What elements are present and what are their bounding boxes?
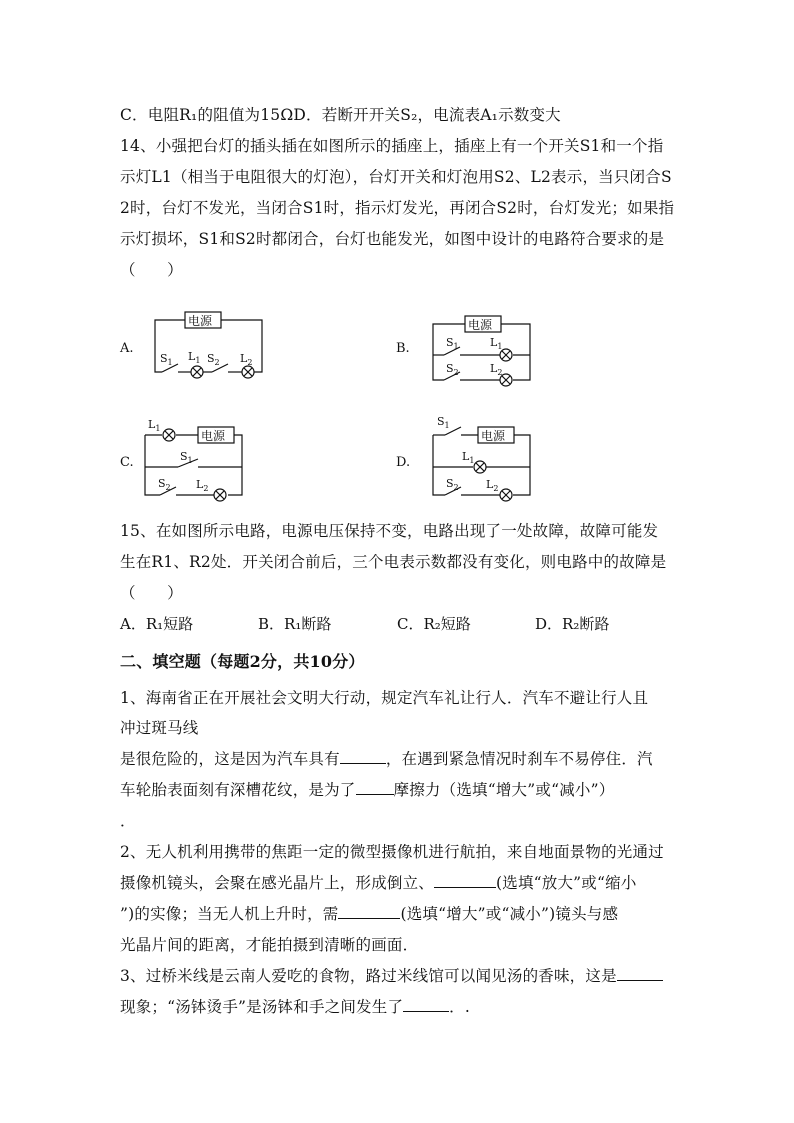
power-label-b: 电源 — [468, 318, 493, 332]
fill1-blank-2[interactable] — [356, 780, 394, 795]
q15-option-b: B．R₁断路 — [258, 615, 332, 633]
svg-text:L1: $L_1$ — [490, 336, 503, 351]
q15-line-3: （ ） — [120, 584, 183, 602]
q14-line-3: 2时，台灯不发光，当闭合S1时，指示灯发光，再闭合S2时，台灯发光；如果指 — [120, 199, 675, 217]
fill2-line-3: ”)的实像；当无人机上升时，需 (选填“增大”或“减小”)镜头与感 — [120, 905, 619, 923]
q15-line-2: 生在R1、R2处．开关闭合前后，三个电表示数都没有变化，则电路中的故障是 — [120, 553, 667, 571]
circuit-d-label: D. — [396, 455, 411, 470]
fill2-line-2: 摄像机镜头，会聚在感光晶片上，形成倒立、 (选填“放大”或“缩小 — [120, 874, 637, 892]
fill1-line-5: ． — [120, 812, 136, 830]
fill3-line-2: 现象；“汤钵烫手”是汤钵和手之间发生了 ．. — [120, 998, 470, 1016]
svg-text:S2: $S_2$ — [446, 362, 459, 377]
power-label-a: 电源 — [188, 314, 213, 328]
fill1-line-2: 冲过斑马线 — [120, 719, 199, 737]
svg-text:S1: $S_1$ — [437, 415, 450, 430]
q15-option-c: C．R₂短路 — [397, 615, 471, 633]
svg-text:L1: $L_1$ — [148, 418, 161, 433]
q15-option-a: A．R₁短路 — [120, 615, 194, 633]
power-label-d: 电源 — [481, 429, 506, 443]
fill2-line-1: 2、无人机利用携带的焦距一定的微型摄像机进行航拍，来自地面景物的光通过 — [120, 843, 664, 861]
q14-line-2: 示灯L1（相当于电阻很大的灯泡），台灯开关和灯泡用S2、L2表示，当只闭合S — [120, 168, 672, 186]
section-2-heading: 二、填空题（每题2分，共10分） — [120, 652, 365, 671]
svg-text:S2: $S_2$ — [207, 352, 220, 367]
svg-text:S1: $S_1$ — [180, 450, 193, 465]
fill3-blank-1[interactable] — [617, 966, 663, 981]
q15-line-1: 15、在如图所示电路，电源电压保持不变，电路出现了一处故障，故障可能发 — [120, 522, 659, 540]
svg-text:L1: $L_1$ — [462, 450, 475, 465]
q14-line-5: （ ） — [120, 261, 183, 279]
fill2-blank-1[interactable] — [434, 873, 496, 888]
fill1-blank-1[interactable] — [340, 749, 386, 764]
circuit-b-label: B. — [396, 341, 410, 356]
fill3-line-1: 3、过桥米线是云南人爱吃的食物，路过米线馆可以闻见汤的香味，这是 — [120, 964, 663, 986]
circuit-c-label: C. — [120, 455, 134, 470]
q15-option-d: D．R₂断路 — [535, 615, 610, 633]
svg-text:L2: $L_2$ — [490, 362, 503, 377]
q14-circuit-diagrams — [0, 300, 794, 520]
fill2-line-4: 光晶片间的距离，才能拍摄到清晰的画面． — [120, 936, 419, 954]
svg-text:S1: $S_1$ — [160, 352, 173, 367]
svg-text:S2: $S_2$ — [158, 477, 171, 492]
svg-text:L2: $L_2$ — [486, 478, 499, 493]
q13-option-c: C．电阻R₁的阻值为15ΩD．若断开开关S₂，电流表A₁示数变大 — [120, 106, 561, 124]
fill1-line-4: 车轮胎表面刻有深槽花纹，是为了 摩擦力（选填“增大”或“减小”） — [120, 781, 615, 799]
svg-text:L1: $L_1$ — [188, 350, 201, 365]
fill2-blank-2[interactable] — [338, 904, 400, 919]
svg-text:L2: $L_2$ — [196, 478, 209, 493]
fill3-blank-2[interactable] — [403, 997, 449, 1012]
fill1-line-3: 是很危险的，这是因为汽车具有 ，在遇到紧急情况时刹车不易停住．汽 — [120, 750, 653, 768]
circuit-a-label: A. — [120, 341, 134, 356]
svg-text:S2: $S_2$ — [446, 477, 459, 492]
fill1-line-1: 1、海南省正在开展社会文明大行动，规定汽车礼让行人．汽车不避让行人且 — [120, 689, 649, 707]
svg-text:L2: $L_2$ — [240, 352, 253, 367]
power-label-c: 电源 — [201, 429, 226, 443]
svg-text:S1: $S_1$ — [446, 336, 459, 351]
q14-line-4: 示灯损坏，S1和S2时都闭合，台灯也能发光，如图中设计的电路符合要求的是 — [120, 230, 665, 248]
q14-line-1: 14、小强把台灯的插头插在如图所示的插座上，插座上有一个开关S1和一个指 — [120, 137, 664, 155]
